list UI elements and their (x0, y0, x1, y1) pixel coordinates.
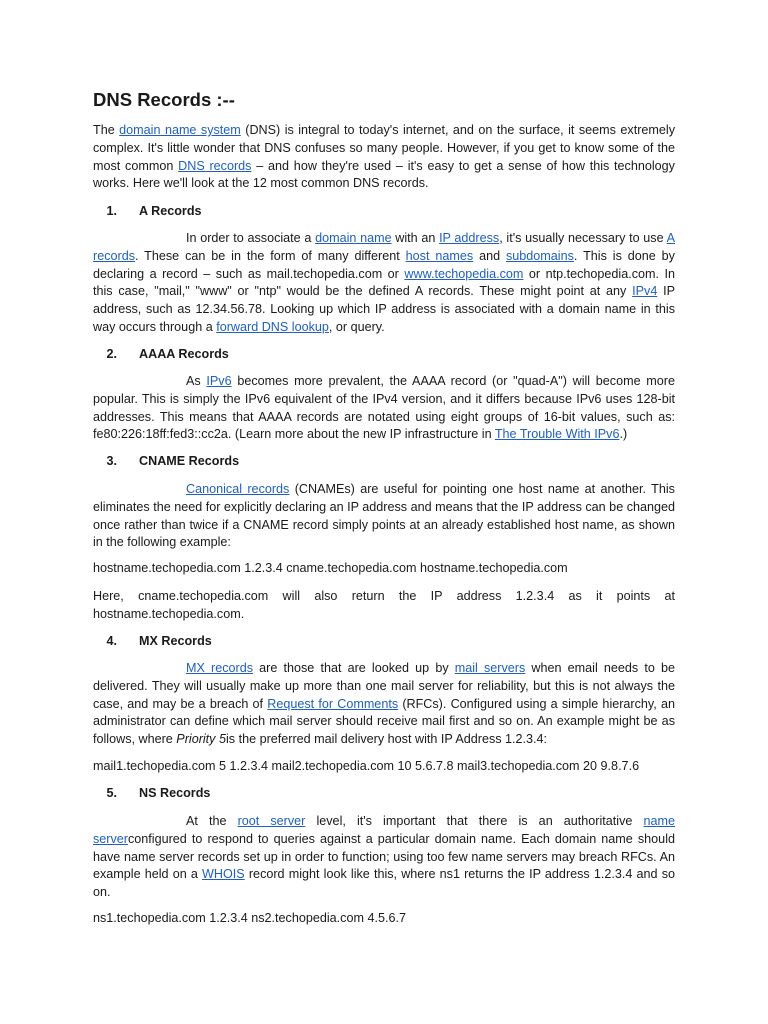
link-mx-records[interactable]: MX records (186, 661, 254, 675)
link-ipv6[interactable]: IPv6 (206, 374, 232, 388)
link-ip-address[interactable]: IP address (439, 231, 500, 245)
ns-example: ns1.techopedia.com 1.2.3.4 ns2.techopedia.com 4.5.6.7 (93, 911, 406, 925)
body-text: or ntp.techopedia.com. In this case, "mail," "www" or "ntp" would be the defined A records. These might point at any (93, 266, 675, 299)
priority-emphasis: Priority 5 (176, 732, 226, 747)
cname-records-paragraph (93, 481, 675, 552)
body-text: , or query. (328, 319, 385, 334)
section-heading-mx-records (93, 633, 675, 651)
body-text: At the (186, 814, 238, 828)
link-mail-servers[interactable]: mail servers (454, 661, 526, 675)
body-text: when email needs to be delivered. They will usually make up more than one mail server for reliability, but this is not always the case, and may be a breach of (93, 661, 675, 711)
section-title: MX Records (139, 634, 212, 648)
cname-after-paragraph: Here, cname.techopedia.com will also return the IP address 1.2.3.4 as it points at hostname.techopedia.com. (93, 589, 675, 621)
ns-records-paragraph (93, 813, 675, 902)
a-records-paragraph (93, 230, 675, 337)
body-text: is the preferred mail delivery host with IP Address 1.2.3.4: (225, 732, 548, 747)
body-text: record might look like this, where ns1 returns the IP address 1.2.3.4 and so on. (93, 867, 676, 900)
link-name-server[interactable]: name server (93, 814, 675, 846)
body-text: IP address, such as 12.34.56.78. Looking up which IP address is associated with a domain name in this way occurs through a (93, 284, 675, 334)
body-text: (CNAMEs) are useful for pointing one host name at another. This eliminates the need for explicitly declaring an IP address and means that the IP address can be changed once rather than twice if a CNAME record simply points at an already established host name, as shown in the following example: (93, 482, 676, 550)
body-text: . These can be in the form of many different (135, 248, 406, 263)
intro-text: (DNS) is integral to today's internet, and on the surface, it seems extremely complex. It's little wonder that DNS confuses so many people. However, if you get to know some of the most common (93, 123, 675, 173)
section-title: A Records (139, 204, 202, 218)
body-text: are those that are looked up by (253, 661, 455, 675)
body-text: . This is done by declaring a record – such as mail.techopedia.com or (93, 248, 675, 281)
link-dns-records[interactable]: DNS records (178, 158, 252, 173)
link-trouble-with-ipv6[interactable]: The Trouble With IPv6 (494, 427, 620, 442)
body-text: , it's usually necessary to use (499, 231, 667, 245)
link-domain-name[interactable]: domain name (315, 231, 392, 245)
body-text: and (473, 248, 506, 263)
section-heading-a-records (93, 203, 675, 221)
link-whois[interactable]: WHOIS (202, 867, 245, 882)
link-ipv4[interactable]: IPv4 (632, 284, 658, 299)
section-title: AAAA Records (139, 347, 229, 361)
body-text: level, it's important that there is an authoritative (305, 814, 644, 828)
intro-text: – and how they're used – it's easy to get a sense of how this technology works. Here we'll look at the 12 most common DNS records. (93, 158, 675, 191)
section-number: 2. (106, 347, 117, 361)
mx-records-paragraph (93, 660, 675, 749)
section-heading-aaaa-records (93, 346, 675, 364)
section-title: NS Records (139, 786, 211, 800)
section-heading-ns-records (93, 785, 675, 803)
page-title: DNS Records :-- (93, 89, 235, 110)
link-request-for-comments[interactable]: Request for Comments (267, 696, 399, 711)
body-text: As (186, 374, 207, 388)
intro-text: The (93, 123, 120, 137)
body-text: .) (619, 427, 628, 442)
section-number: 5. (106, 786, 117, 800)
link-canonical-records[interactable]: Canonical records (186, 482, 290, 496)
section-heading-cname-records (93, 453, 675, 471)
body-text: becomes more prevalent, the AAAA record (or "quad-A") will become more popular. This is simply the IPv6 equivalent of the IPv4 version, and it differs because IPv6 uses 128-bit addresses. This means that AAAA records are notated using eight groups of 16-bit values, such as: fe80:226:18ff:fed3::cc2a. (Learn more about the new IP infrastructure in (93, 374, 675, 442)
link-subdomains[interactable]: subdomains (505, 248, 574, 263)
body-text: (RFCs). Configured using a simple hierarchy, an administrator can define which mail server should receive mail first and so on. An example might be as follows, where (93, 696, 675, 747)
intro-paragraph (93, 122, 675, 193)
body-text: configured to respond to queries against a particular domain name. Each domain name should have name server records set up in order to function; using too few name servers may breach RFCs. An example held on a (93, 831, 675, 882)
link-forward-dns-lookup[interactable]: forward DNS lookup (216, 319, 329, 334)
link-host-names[interactable]: host names (405, 248, 474, 263)
body-text: with an (391, 231, 440, 245)
link-root-server[interactable]: root server (237, 814, 306, 828)
section-number: 3. (106, 454, 117, 468)
aaaa-records-paragraph (93, 373, 675, 444)
mx-example: mail1.techopedia.com 5 1.2.3.4 mail2.techopedia.com 10 5.6.7.8 mail3.techopedia.com 20 9.8.7.6 (93, 759, 640, 773)
cname-example: hostname.techopedia.com 1.2.3.4 cname.techopedia.com hostname.techopedia.com (93, 561, 568, 575)
section-number: 1. (106, 204, 117, 218)
link-domain-name-system[interactable]: domain name system (119, 123, 241, 137)
link-www-techopedia[interactable]: www.techopedia.com (404, 266, 524, 281)
section-title: CNAME Records (139, 454, 240, 468)
link-a-records[interactable]: A records (93, 231, 675, 263)
body-text: In order to associate a (186, 231, 316, 245)
section-number: 4. (106, 634, 117, 648)
